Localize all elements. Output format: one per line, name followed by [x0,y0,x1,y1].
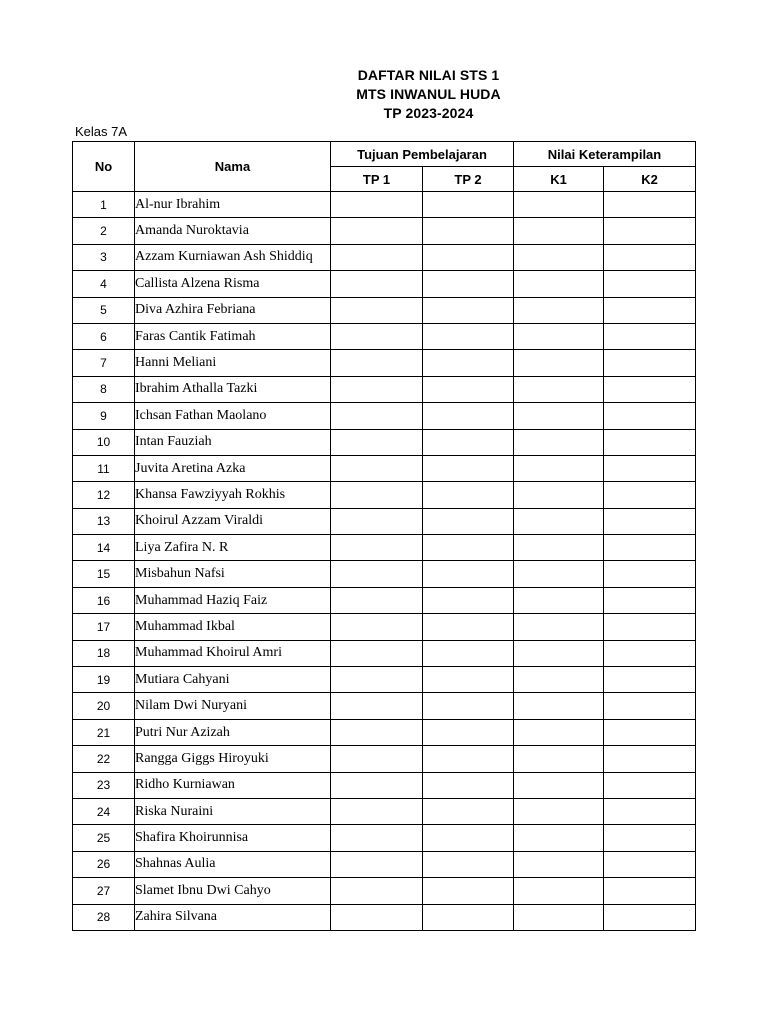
table-row [73,667,696,693]
score-k1-cell[interactable] [514,244,604,270]
score-k2-cell[interactable] [604,535,696,561]
score-tp1-cell[interactable] [331,772,423,798]
table-row [73,746,696,772]
score-k2-cell[interactable] [604,667,696,693]
table-row [73,297,696,323]
score-tp1-cell[interactable] [331,297,423,323]
table-row [73,403,696,429]
score-k1-cell[interactable] [514,851,604,877]
score-k1-cell[interactable] [514,693,604,719]
score-k1-cell[interactable] [514,667,604,693]
row-number: 17 [73,614,135,640]
score-tp2-cell[interactable] [423,587,514,613]
title-line-1: DAFTAR NILAI STS 1 [357,67,500,83]
row-number: 16 [73,587,135,613]
table-row [73,429,696,455]
column-header-no: No [73,142,135,192]
table-row [73,798,696,824]
row-number: 11 [73,455,135,481]
score-tp1-cell[interactable] [331,693,423,719]
student-rows [73,192,696,931]
group-header-learning-objectives: Tujuan Pembelajaran [331,142,514,167]
score-tp1-cell[interactable] [331,878,423,904]
score-tp2-cell[interactable] [423,640,514,666]
student-name: Ichsan Fathan Maolano [135,403,331,429]
column-header-name: Nama [135,142,331,192]
score-tp2-cell[interactable] [423,851,514,877]
score-tp1-cell[interactable] [331,746,423,772]
score-k1-cell[interactable] [514,746,604,772]
row-number: 27 [73,878,135,904]
column-header-tp2: TP 2 [423,167,514,192]
student-name: Muhammad Haziq Faiz [135,587,331,613]
score-k2-cell[interactable] [604,587,696,613]
student-name: Mutiara Cahyani [135,667,331,693]
row-number: 19 [73,667,135,693]
score-k2-cell[interactable] [604,271,696,297]
score-k2-cell[interactable] [604,561,696,587]
score-k2-cell[interactable] [604,719,696,745]
row-number: 26 [73,851,135,877]
student-name: Faras Cantik Fatimah [135,323,331,349]
table-row [73,904,696,930]
student-name: Khoirul Azzam Viraldi [135,508,331,534]
table-row [73,772,696,798]
student-name: Muhammad Khoirul Amri [135,640,331,666]
score-k1-cell[interactable] [514,482,604,508]
score-tp1-cell[interactable] [331,192,423,218]
score-k2-cell[interactable] [604,403,696,429]
student-name: Zahira Silvana [135,904,331,930]
row-number: 4 [73,271,135,297]
score-tp1-cell[interactable] [331,825,423,851]
score-k2-cell[interactable] [604,218,696,244]
score-k2-cell[interactable] [604,192,696,218]
table-row [73,350,696,376]
score-k1-cell[interactable] [514,614,604,640]
row-number: 14 [73,535,135,561]
score-tp2-cell[interactable] [423,693,514,719]
score-tp2-cell[interactable] [423,403,514,429]
row-number: 24 [73,798,135,824]
score-tp1-cell[interactable] [331,851,423,877]
row-number: 8 [73,376,135,402]
score-tp1-cell[interactable] [331,403,423,429]
score-tp2-cell[interactable] [423,667,514,693]
table-row [73,482,696,508]
score-tp2-cell[interactable] [423,482,514,508]
score-tp1-cell[interactable] [331,719,423,745]
score-k1-cell[interactable] [514,350,604,376]
score-k2-cell[interactable] [604,693,696,719]
row-number: 21 [73,719,135,745]
score-k2-cell[interactable] [604,798,696,824]
score-tp1-cell[interactable] [331,535,423,561]
column-header-k1: K1 [514,167,604,192]
score-tp2-cell[interactable] [423,350,514,376]
score-tp2-cell[interactable] [423,376,514,402]
table-row [73,719,696,745]
score-k1-cell[interactable] [514,719,604,745]
score-tp2-cell[interactable] [423,746,514,772]
score-k1-cell[interactable] [514,640,604,666]
score-k1-cell[interactable] [514,561,604,587]
student-name: Al-nur Ibrahim [135,192,331,218]
row-number: 5 [73,297,135,323]
table-row [73,851,696,877]
score-tp2-cell[interactable] [423,878,514,904]
score-k1-cell[interactable] [514,772,604,798]
document-title [0,66,768,123]
score-tp2-cell[interactable] [423,614,514,640]
student-name: Ibrahim Athalla Tazki [135,376,331,402]
row-number: 18 [73,640,135,666]
student-name: Rangga Giggs Hiroyuki [135,746,331,772]
row-number: 28 [73,904,135,930]
row-number: 15 [73,561,135,587]
student-name: Khansa Fawziyyah Rokhis [135,482,331,508]
column-header-k2: K2 [604,167,696,192]
student-name: Diva Azhira Febriana [135,297,331,323]
student-name: Shafira Khoirunnisa [135,825,331,851]
student-name: Slamet Ibnu Dwi Cahyo [135,878,331,904]
table-row [73,825,696,851]
row-number: 2 [73,218,135,244]
score-tp2-cell[interactable] [423,271,514,297]
group-header-skill-scores: Nilai Keterampilan [514,142,696,167]
student-name: Azzam Kurniawan Ash Shiddiq [135,244,331,270]
score-k2-cell[interactable] [604,350,696,376]
score-k2-cell[interactable] [604,482,696,508]
score-k1-cell[interactable] [514,508,604,534]
score-tp1-cell[interactable] [331,376,423,402]
student-name: Misbahun Nafsi [135,561,331,587]
score-tp1-cell[interactable] [331,667,423,693]
score-k2-cell[interactable] [604,640,696,666]
score-k2-cell[interactable] [604,244,696,270]
score-k1-cell[interactable] [514,455,604,481]
student-name: Intan Fauziah [135,429,331,455]
row-number: 7 [73,350,135,376]
table-row [73,878,696,904]
score-tp1-cell[interactable] [331,508,423,534]
row-number: 13 [73,508,135,534]
score-k1-cell[interactable] [514,798,604,824]
table-row [73,640,696,666]
row-number: 1 [73,192,135,218]
score-k1-cell[interactable] [514,825,604,851]
row-number: 25 [73,825,135,851]
score-k2-cell[interactable] [604,772,696,798]
grades-table [72,141,696,931]
score-tp2-cell[interactable] [423,719,514,745]
score-tp2-cell[interactable] [423,218,514,244]
row-number: 22 [73,746,135,772]
score-tp2-cell[interactable] [423,429,514,455]
score-tp1-cell[interactable] [331,271,423,297]
title-line-2: MTS INWANUL HUDA [356,86,501,102]
score-tp1-cell[interactable] [331,904,423,930]
score-tp1-cell[interactable] [331,561,423,587]
score-tp1-cell[interactable] [331,587,423,613]
student-name: Muhammad Ikbal [135,614,331,640]
score-k2-cell[interactable] [604,376,696,402]
score-tp1-cell[interactable] [331,350,423,376]
table-row [73,376,696,402]
row-number: 6 [73,323,135,349]
score-k2-cell[interactable] [604,878,696,904]
header-row-1 [73,142,696,167]
score-k2-cell[interactable] [604,614,696,640]
score-k1-cell[interactable] [514,271,604,297]
score-tp2-cell[interactable] [423,798,514,824]
score-tp1-cell[interactable] [331,218,423,244]
class-label: Kelas 7A [75,124,128,139]
score-tp1-cell[interactable] [331,323,423,349]
score-k2-cell[interactable] [604,323,696,349]
table-row [73,192,696,218]
table-row [73,614,696,640]
row-number: 12 [73,482,135,508]
score-tp2-cell[interactable] [423,535,514,561]
table-row [73,693,696,719]
score-tp1-cell[interactable] [331,244,423,270]
table-row [73,244,696,270]
score-k1-cell[interactable] [514,297,604,323]
row-number: 9 [73,403,135,429]
score-tp1-cell[interactable] [331,455,423,481]
score-k1-cell[interactable] [514,535,604,561]
score-k1-cell[interactable] [514,192,604,218]
score-tp2-cell[interactable] [423,904,514,930]
student-name: Ridho Kurniawan [135,772,331,798]
student-name: Putri Nur Azizah [135,719,331,745]
score-k1-cell[interactable] [514,403,604,429]
row-number: 23 [73,772,135,798]
score-k2-cell[interactable] [604,851,696,877]
student-name: Callista Alzena Risma [135,271,331,297]
score-tp1-cell[interactable] [331,429,423,455]
table-row [73,218,696,244]
score-tp2-cell[interactable] [423,244,514,270]
score-tp2-cell[interactable] [423,192,514,218]
score-k2-cell[interactable] [604,508,696,534]
score-k1-cell[interactable] [514,878,604,904]
row-number: 3 [73,244,135,270]
score-tp2-cell[interactable] [423,455,514,481]
score-k2-cell[interactable] [604,455,696,481]
score-tp2-cell[interactable] [423,508,514,534]
table-row [73,508,696,534]
score-tp1-cell[interactable] [331,482,423,508]
table-row [73,587,696,613]
row-number: 20 [73,693,135,719]
score-k2-cell[interactable] [604,746,696,772]
score-k1-cell[interactable] [514,587,604,613]
table-row [73,535,696,561]
score-k1-cell[interactable] [514,429,604,455]
table-row [73,323,696,349]
score-tp2-cell[interactable] [423,825,514,851]
student-name: Riska Nuraini [135,798,331,824]
student-name: Hanni Meliani [135,350,331,376]
score-k1-cell[interactable] [514,218,604,244]
score-k1-cell[interactable] [514,904,604,930]
student-name: Amanda Nuroktavia [135,218,331,244]
column-header-tp1: TP 1 [331,167,423,192]
score-tp2-cell[interactable] [423,323,514,349]
table-row [73,561,696,587]
student-name: Juvita Aretina Azka [135,455,331,481]
score-k2-cell[interactable] [604,297,696,323]
score-tp2-cell[interactable] [423,561,514,587]
student-name: Nilam Dwi Nuryani [135,693,331,719]
score-tp1-cell[interactable] [331,798,423,824]
table-row [73,455,696,481]
score-k2-cell[interactable] [604,429,696,455]
score-tp2-cell[interactable] [423,297,514,323]
student-name: Liya Zafira N. R [135,535,331,561]
score-k2-cell[interactable] [604,904,696,930]
row-number: 10 [73,429,135,455]
student-name: Shahnas Aulia [135,851,331,877]
score-tp1-cell[interactable] [331,640,423,666]
title-line-3: TP 2023-2024 [383,105,474,121]
score-k2-cell[interactable] [604,825,696,851]
score-k1-cell[interactable] [514,376,604,402]
score-tp1-cell[interactable] [331,614,423,640]
score-tp2-cell[interactable] [423,772,514,798]
score-k1-cell[interactable] [514,323,604,349]
table-row [73,271,696,297]
